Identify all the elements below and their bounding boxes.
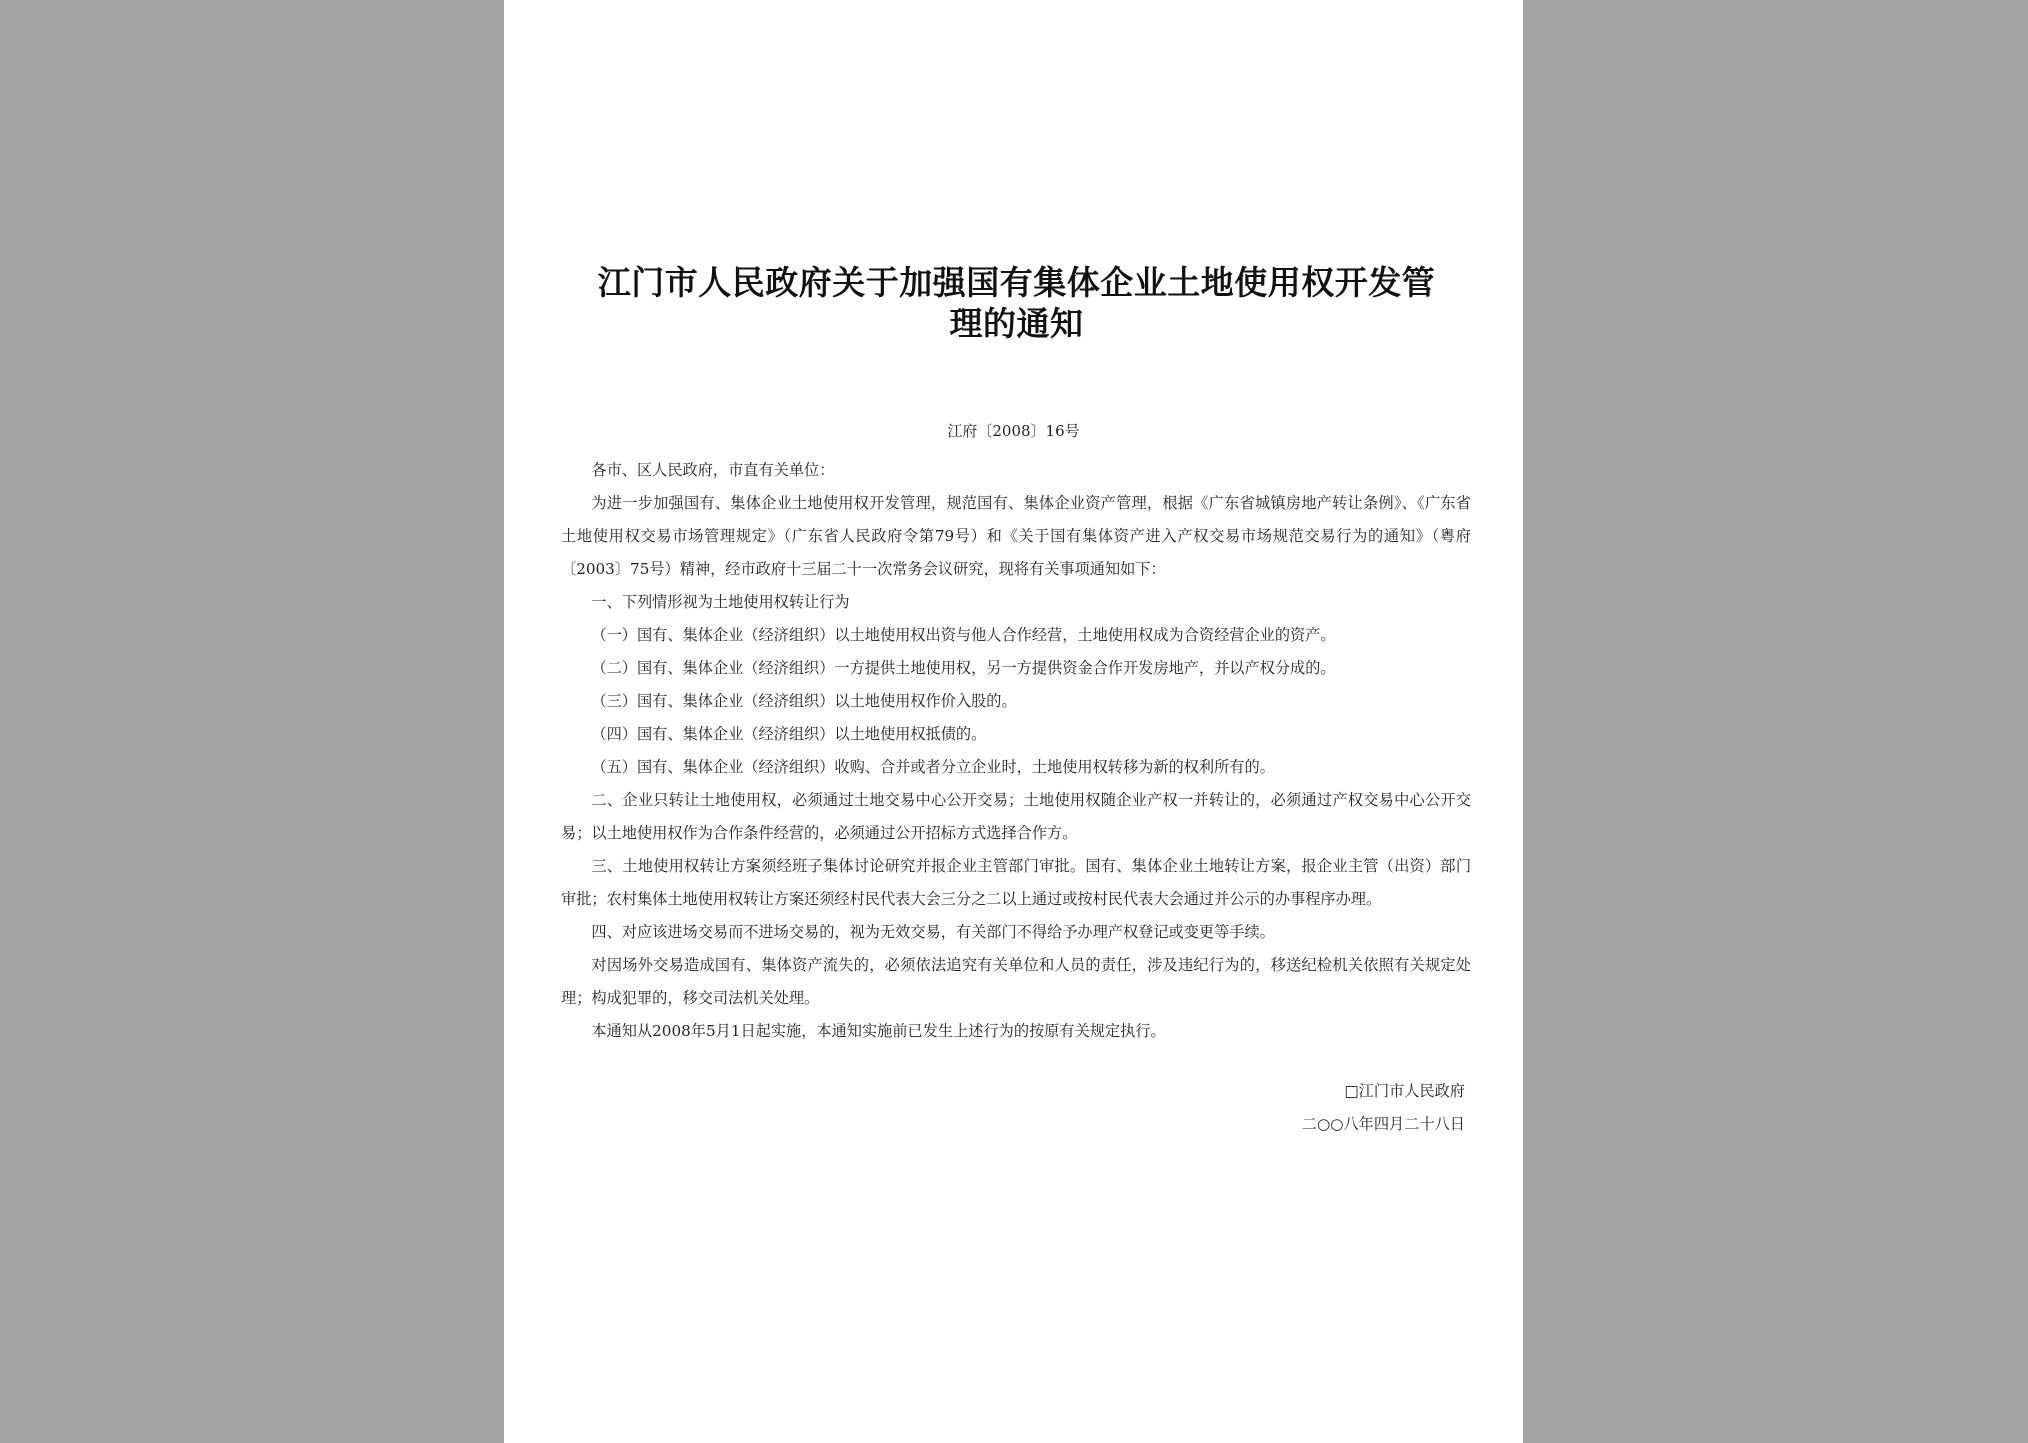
signature-organization: □江门市人民政府 — [1344, 1082, 1465, 1100]
document-body — [561, 454, 1471, 1048]
paragraph: （四）国有、集体企业（经济组织）以土地使用权抵债的。 — [591, 725, 987, 743]
document-title: 江门市人民政府关于加强国有集体企业土地使用权开发管理的通知 — [597, 263, 1436, 343]
paragraph: （五）国有、集体企业（经济组织）收购、合并或者分立企业时，土地使用权转移为新的权利所有的。 — [591, 758, 1275, 776]
paragraph: （三）国有、集体企业（经济组织）以土地使用权作价入股的。 — [591, 692, 1017, 710]
paragraph: 一、下列情形视为土地使用权转让行为 — [591, 593, 850, 611]
paragraph: （二）国有、集体企业（经济组织）一方提供土地使用权，另一方提供资金合作开发房地产，并以产权分成的。 — [591, 659, 1336, 677]
document-number: 江府〔2008〕16号 — [947, 422, 1080, 440]
paragraph: 三、土地使用权转让方案须经班子集体讨论研究并报企业主管部门审批。国有、集体企业土地转让方案，报企业主管（出资）部门审批；农村集体土地使用权转让方案还须经村民代表大会三分之二以上通过或按村民代表大会通过并公示的办事程序办理。 — [561, 857, 1471, 908]
paragraph: 为进一步加强国有、集体企业土地使用权开发管理，规范国有、集体企业资产管理，根据《广东省城镇房地产转让条例》、《广东省土地使用权交易市场管理规定》（广东省人民政府令第79号）和《关于国有集体资产进入产权交易市场规范交易行为的通知》（粤府〔2003〕75号）精神，经市政府十三届二十一次常务会议研究，现将有关事项通知如下： — [561, 494, 1471, 578]
signature-date: 二○○八年四月二十八日 — [1301, 1115, 1465, 1133]
paragraph: 四、对应该进场交易而不进场交易的，视为无效交易，有关部门不得给予办理产权登记或变更等手续。 — [591, 923, 1275, 941]
paragraph: 本通知从2008年5月1日起实施，本通知实施前已发生上述行为的按原有关规定执行。 — [591, 1022, 1166, 1040]
salutation: 各市、区人民政府，市直有关单位： — [591, 461, 835, 479]
document-page — [504, 0, 1523, 1443]
paragraph: 二、企业只转让土地使用权，必须通过土地交易中心公开交易；土地使用权随企业产权一并转让的，必须通过产权交易中心公开交易；以土地使用权作为合作条件经营的，必须通过公开招标方式选择合作方。 — [561, 791, 1471, 842]
paragraph: （一）国有、集体企业（经济组织）以土地使用权出资与他人合作经营，土地使用权成为合资经营企业的资产。 — [591, 626, 1336, 644]
paragraph: 对因场外交易造成国有、集体资产流失的，必须依法追究有关单位和人员的责任，涉及违纪行为的，移送纪检机关依照有关规定处理；构成犯罪的，移交司法机关处理。 — [561, 956, 1471, 1007]
